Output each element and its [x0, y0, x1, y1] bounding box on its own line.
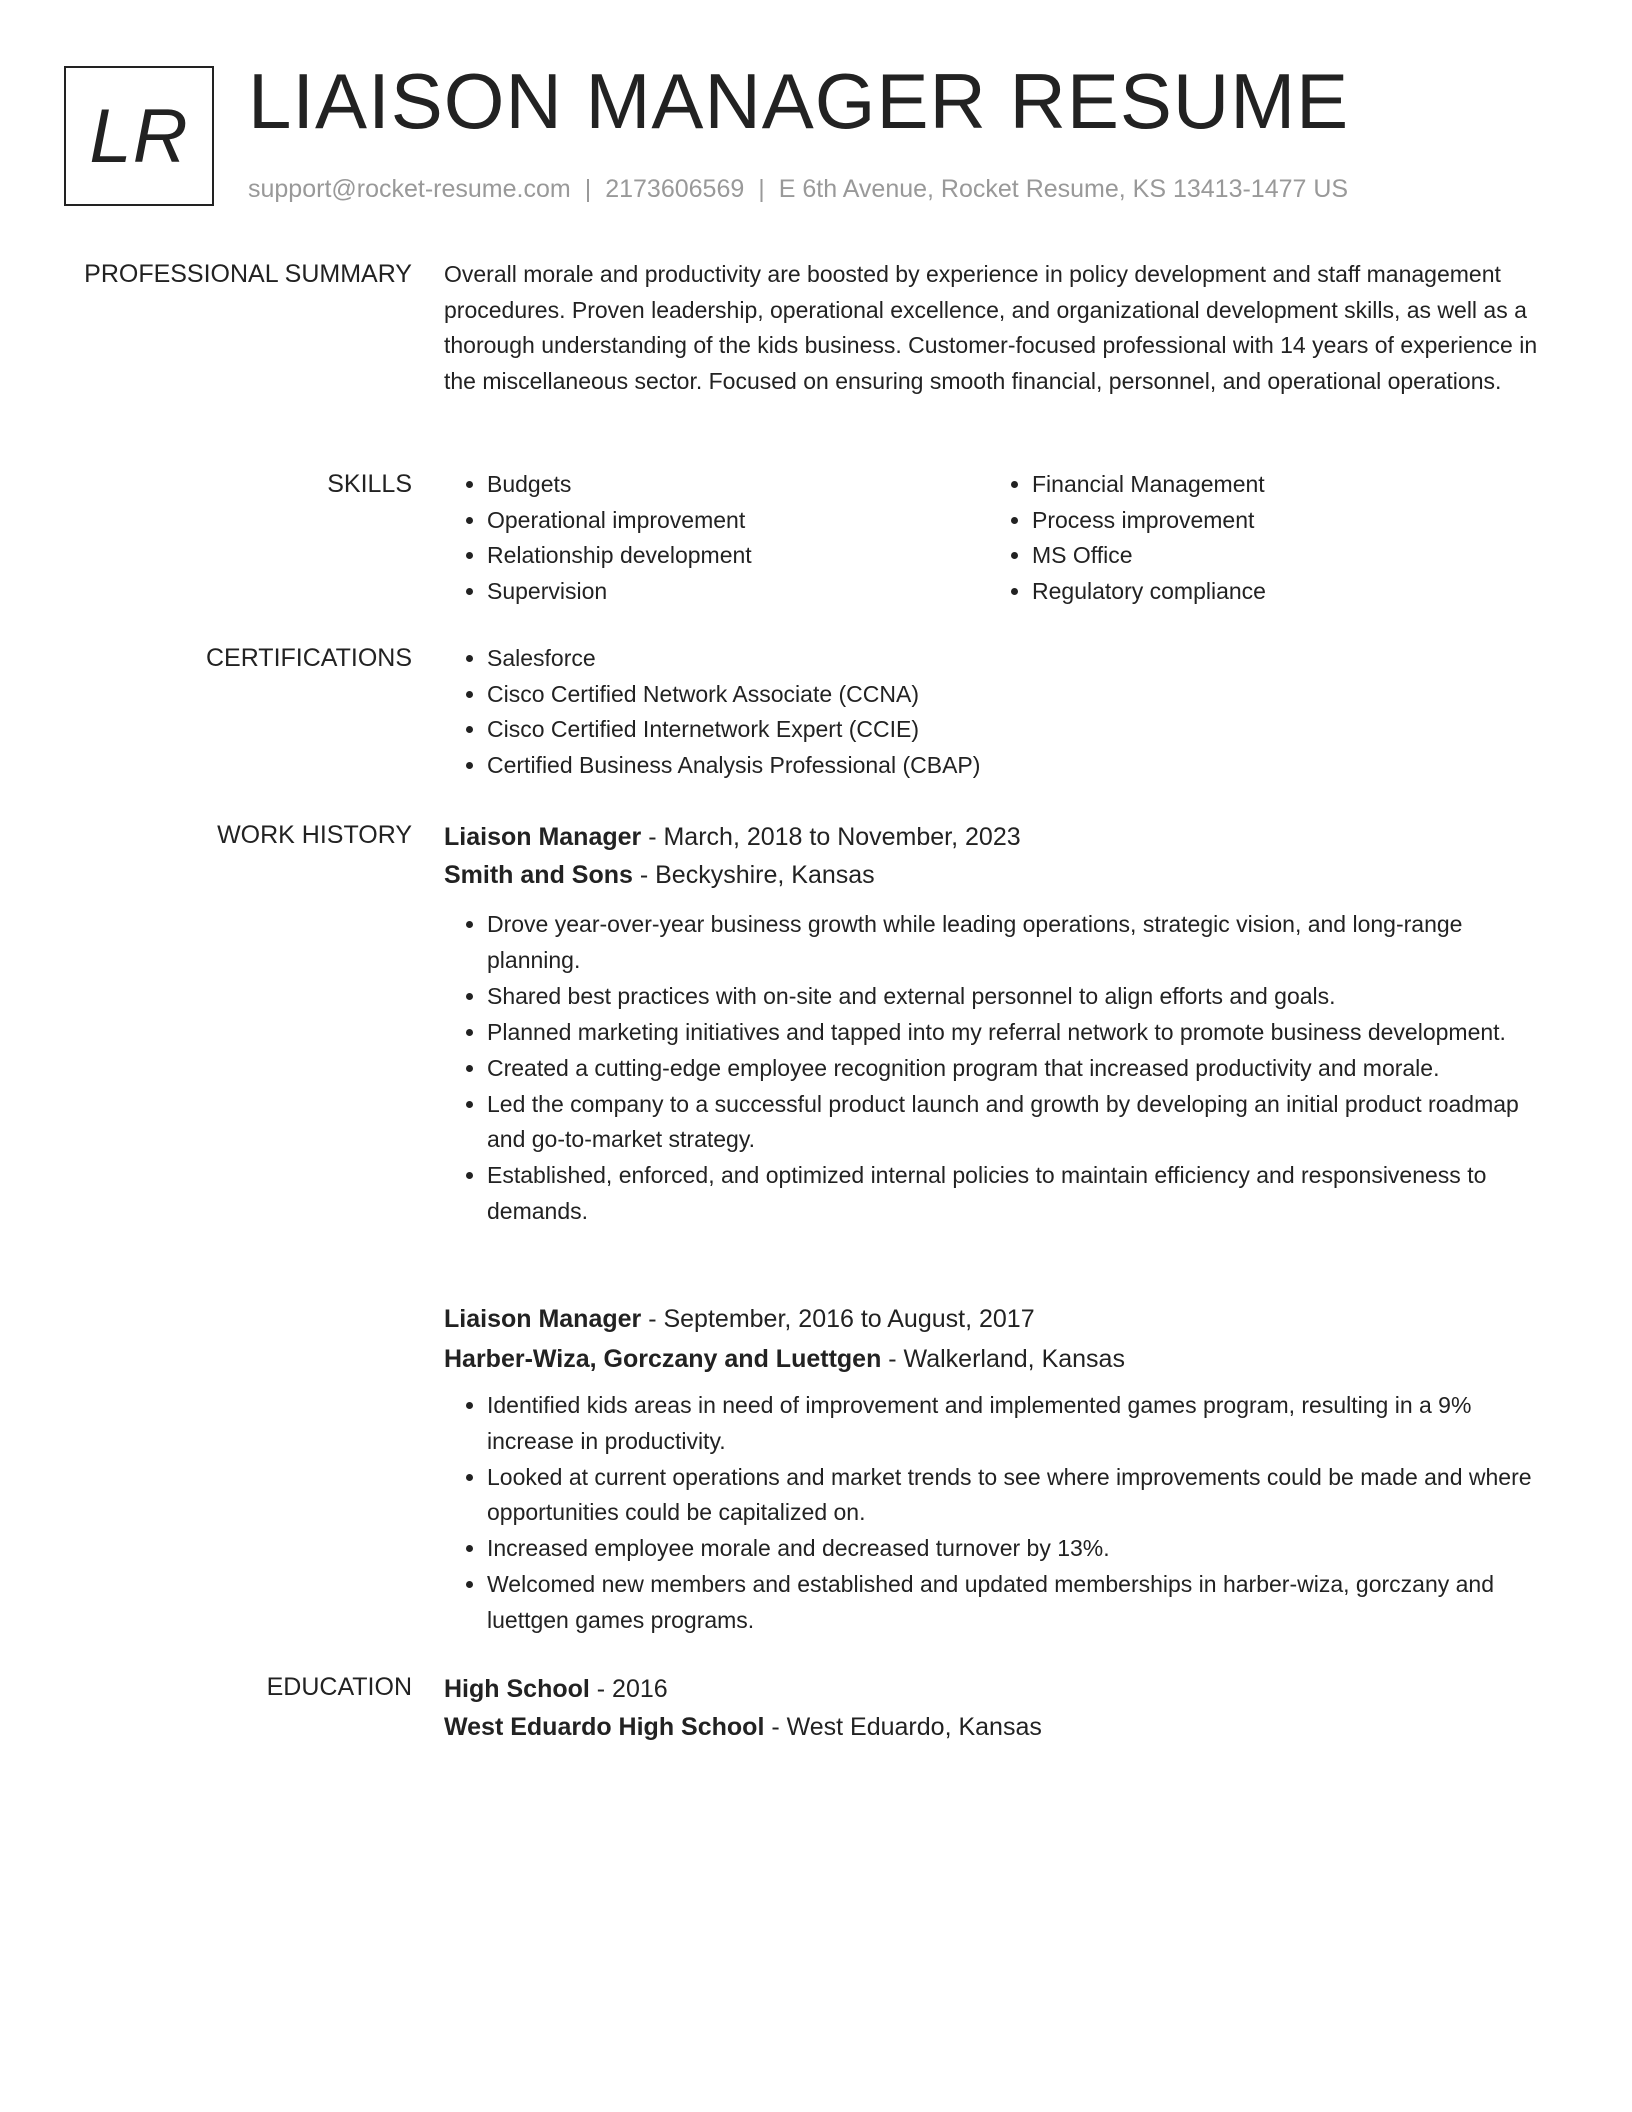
skill-item: • Process improvement	[1032, 503, 1534, 539]
job-title-line	[444, 1300, 1560, 1338]
skill-item: • Regulatory compliance	[1032, 574, 1534, 610]
summary-body	[444, 257, 1560, 399]
skill-item: • Relationship development	[487, 538, 989, 574]
skill-item: • MS Office	[1032, 538, 1534, 574]
job-company-line	[444, 856, 1560, 894]
contact-address: E 6th Avenue, Rocket Resume, KS 13413-1477 US	[778, 175, 1349, 203]
education-body	[444, 1670, 1560, 1746]
certification-item: • Certified Business Analysis Professional (CBAP)	[487, 748, 1560, 784]
education-degree-line	[444, 1670, 1560, 1708]
job-title: Liaison Manager	[444, 823, 642, 851]
contact-phone: 2173606569	[605, 175, 745, 203]
skills-column-left	[444, 467, 989, 609]
summary-heading: PROFESSIONAL SUMMARY	[84, 260, 412, 288]
job-entry	[444, 818, 1560, 1229]
job-bullet: • Planned marketing initiatives and tapped into my referral network to promote business development.	[487, 1015, 1560, 1051]
education-school-line	[444, 1708, 1560, 1746]
contact-line	[248, 172, 1348, 206]
job-bullet: • Welcomed new members and established and updated memberships in harber-wiza, gorczany and luettgen games programs.	[487, 1567, 1560, 1638]
education-year: - 2016	[589, 1675, 668, 1703]
skills-body	[444, 467, 1560, 609]
skill-item: • Budgets	[487, 467, 989, 503]
contact-email: support@rocket-resume.com	[248, 175, 571, 203]
job-title-line	[444, 818, 1560, 856]
education-degree: High School	[444, 1675, 590, 1703]
work-history-heading: WORK HISTORY	[217, 821, 412, 849]
certifications-heading: CERTIFICATIONS	[205, 644, 412, 672]
job-bullets	[444, 1388, 1560, 1638]
certification-item: • Cisco Certified Network Associate (CCNA)	[487, 677, 1560, 713]
job-company-line	[444, 1340, 1560, 1378]
job-location: - Beckyshire, Kansas	[632, 861, 875, 889]
job-bullet: • Established, enforced, and optimized internal policies to maintain efficiency and responsiveness to demands.	[487, 1158, 1560, 1229]
skills-heading: SKILLS	[327, 470, 412, 498]
certification-item: • Salesforce	[487, 641, 1560, 677]
job-title: Liaison Manager	[444, 1305, 642, 1333]
resume-title: LIAISON MANAGER RESUME	[248, 57, 1350, 145]
job-bullet: • Looked at current operations and market trends to see where improvements could be made and where opportunities could be capitalized on.	[487, 1460, 1560, 1531]
skill-item: • Supervision	[487, 574, 989, 610]
contact-separator: |	[758, 175, 765, 203]
job-bullet: • Shared best practices with on-site and external personnel to align efforts and goals.	[487, 979, 1560, 1015]
education-location: - West Eduardo, Kansas	[764, 1713, 1042, 1741]
job-bullet: • Created a cutting-edge employee recognition program that increased productivity and morale.	[487, 1051, 1560, 1087]
skills-column-right	[989, 467, 1534, 609]
job-bullets	[444, 907, 1560, 1229]
job-bullet: • Drove year-over-year business growth while leading operations, strategic vision, and long-range planning.	[487, 907, 1560, 978]
job-dates: - March, 2018 to November, 2023	[641, 823, 1021, 851]
job-bullet: • Led the company to a successful product launch and growth by developing an initial product roadmap and go-to-market strategy.	[487, 1087, 1560, 1158]
job-dates: - September, 2016 to August, 2017	[641, 1305, 1035, 1333]
monogram-logo: LR	[64, 66, 214, 206]
work-history-body	[444, 818, 1560, 1633]
certifications-body	[444, 641, 1560, 783]
skill-item: • Financial Management	[1032, 467, 1534, 503]
skill-item: • Operational improvement	[487, 503, 989, 539]
job-location: - Walkerland, Kansas	[881, 1345, 1125, 1373]
education-heading: EDUCATION	[266, 1673, 412, 1701]
job-bullet: • Increased employee morale and decreased turnover by 13%.	[487, 1531, 1560, 1567]
education-school: West Eduardo High School	[444, 1713, 765, 1741]
summary-text: Overall morale and productivity are boosted by experience in policy development and staff management procedures. Proven leadership, operational excellence, and organizational development skills, as well as a thorough understanding of the kids business. Customer-focused professional with 14 years of experience in the miscellaneous sector. Focused on ensuring smooth financial, personnel, and operational operations.	[444, 261, 1538, 394]
contact-separator: |	[584, 175, 592, 203]
job-entry	[444, 1300, 1560, 1639]
certification-item: • Cisco Certified Internetwork Expert (CCIE)	[487, 712, 1560, 748]
job-company: Smith and Sons	[444, 861, 633, 889]
job-bullet: • Identified kids areas in need of improvement and implemented games program, resulting in a 9% increase in productivity.	[487, 1388, 1560, 1459]
job-company: Harber-Wiza, Gorczany and Luettgen	[444, 1345, 882, 1373]
